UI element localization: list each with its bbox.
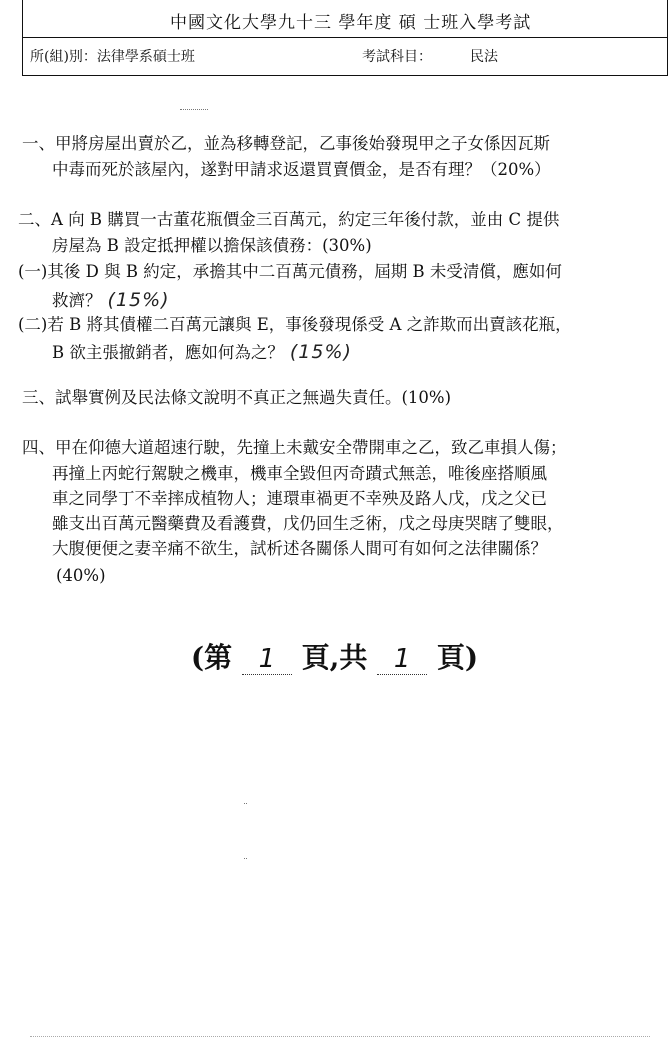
department-label: 所(組)別：法律學系碩士班 <box>30 49 195 65</box>
question-2-1-text: 其後 D 與 B 約定，承擔其中二百萬元債務，屆期 B 未受清償，應如何 <box>47 262 562 281</box>
header-divider <box>22 37 667 38</box>
question-1-line-2: 中毒而死於該屋內，遂對甲請求返還買賣價金，是否有理？（20%） <box>52 160 551 179</box>
header-left-border <box>22 0 23 76</box>
handwritten-points: (15%) <box>107 289 170 311</box>
page-indicator <box>0 636 669 676</box>
question-2-line-2: 房屋為 B 設定抵押權以擔保該債務：(30%) <box>52 236 372 255</box>
question-2-1-line-1 <box>18 264 562 281</box>
question-2-1-text-end: 救濟？ <box>52 291 102 310</box>
question-4-text: 甲在仰德大道超速行駛，先撞上未戴安全帶開車之乙，致乙車損人傷； <box>55 438 567 457</box>
question-3-line-1 <box>22 390 451 407</box>
question-2-1-line-2 <box>52 291 170 310</box>
question-1-line-1 <box>22 136 550 153</box>
question-4-line-6: (40%) <box>56 566 106 585</box>
question-2-number: 二、 <box>18 210 51 229</box>
question-2-2-text: 若 B 將其債權二百萬元讓與 E，事後發現係受 A 之詐欺而出賣該花瓶， <box>47 315 572 334</box>
scan-speck <box>180 109 208 110</box>
page-indicator-middle: 頁,共 <box>301 641 368 674</box>
question-3-number: 三、 <box>22 388 55 407</box>
header-right-border <box>667 0 668 76</box>
question-4-line-4: 雖支出百萬元醫藥費及看護費，戊仍回生乏術，戊之母庚哭瞎了雙眼， <box>52 514 564 533</box>
question-1-text: 甲將房屋出賣於乙，並為移轉登記，乙事後始發現甲之子女係因瓦斯 <box>55 134 550 153</box>
page-indicator-suffix: 頁) <box>436 641 479 674</box>
question-2-2-line-1 <box>18 317 572 334</box>
question-2-2-number: (二) <box>18 315 48 334</box>
page-total: 1 <box>377 644 427 675</box>
question-2-text: A 向 B 購買一古董花瓶價金三百萬元，約定三年後付款，並由 C 提供 <box>51 210 560 229</box>
page-number: 1 <box>242 644 292 675</box>
question-4-line-1 <box>22 440 567 457</box>
question-2-2-text-end: B 欲主張撤銷者，應如何為之？ <box>52 343 284 362</box>
page-indicator-prefix: (第 <box>190 641 233 674</box>
question-4-line-5: 大腹便便之妻辛痛不欲生，試析述各關係人間可有如何之法律關係？ <box>52 539 547 558</box>
question-4-line-2: 再撞上丙蛇行駕駛之機車，機車全毀但丙奇蹟式無恙，唯後座搭順風 <box>52 464 547 483</box>
scan-speck <box>244 803 247 804</box>
subject-label: 考試科目： <box>362 49 432 65</box>
exam-title: 中國文化大學九十三 學年度 碩 士班入學考試 <box>170 13 532 33</box>
question-4-line-3: 車之同學丁不幸摔成植物人；連環車禍更不幸殃及路人戊，戊之父已 <box>52 489 547 508</box>
header-bottom-border <box>22 75 667 76</box>
question-2-2-line-2 <box>52 343 352 362</box>
scan-speck <box>244 858 247 859</box>
subject-value: 民法 <box>470 49 498 65</box>
handwritten-points: (15%) <box>289 341 352 363</box>
scan-edge-noise <box>30 1036 650 1037</box>
question-2-1-number: (一) <box>18 262 48 281</box>
question-4-number: 四、 <box>22 438 55 457</box>
question-2-line-1 <box>18 212 559 229</box>
question-1-number: 一、 <box>22 134 55 153</box>
question-3-text: 試舉實例及民法條文說明不真正之無過失責任。(10%) <box>55 388 452 407</box>
